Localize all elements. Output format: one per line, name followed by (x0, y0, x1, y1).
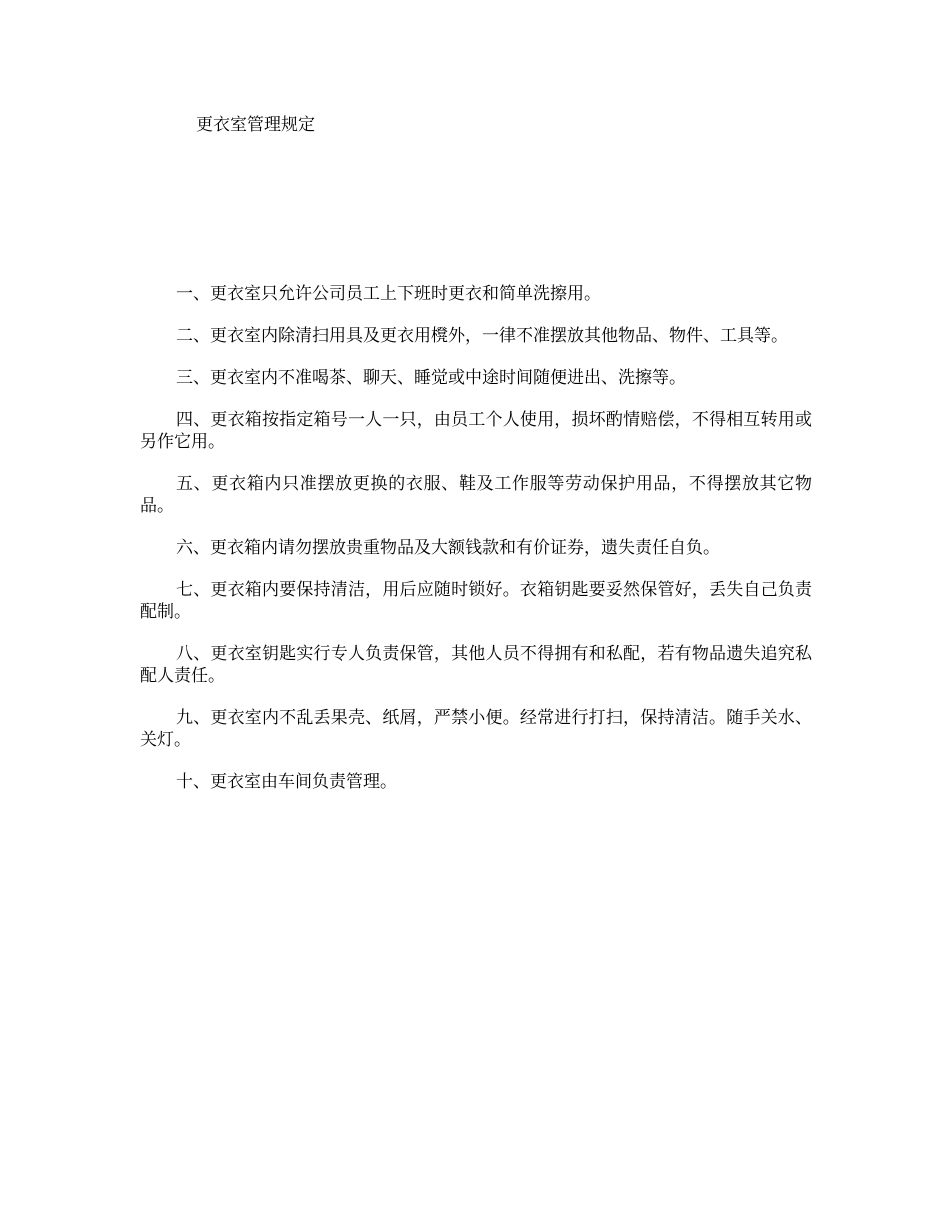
clause-9: 九、更衣室内不乱丢果壳、纸屑，严禁小便。经常进行打扫，保持清洁。随手关水、关灯。 (140, 708, 812, 750)
clause-2: 二、更衣室内除清扫用具及更衣用櫈外，一律不准摆放其他物品、物件、工具等。 (176, 326, 788, 346)
clause-6: 六、更衣箱内请勿摆放贵重物品及大额钱款和有价证券，遗失责任自负。 (176, 538, 720, 558)
clause-10: 十、更衣室由车间负责管理。 (176, 772, 397, 792)
clause-7: 七、更衣箱内要保持清洁，用后应随时锁好。衣箱钥匙要妥然保管好，丢失自己负责配制。 (140, 580, 812, 622)
clause-4: 四、更衣箱按指定箱号一人一只，由员工个人使用，损坏酌情赔偿，不得相互转用或另作它用。 (140, 410, 812, 452)
clause-list (140, 283, 812, 813)
clause-3: 三、更衣室内不准喝茶、聊天、睡觉或中途时间随便进出、洗擦等。 (176, 368, 686, 388)
document-title: 更衣室管理规定 (196, 115, 315, 135)
clause-5: 五、更衣箱内只准摆放更换的衣服、鞋及工作服等劳动保护用品，不得摆放其它物品。 (140, 474, 812, 516)
clause-8: 八、更衣室钥匙实行专人负责保管，其他人员不得拥有和私配，若有物品遗失追究私配人责任。 (140, 644, 812, 686)
clause-1: 一、更衣室只允许公司员工上下班时更衣和简单洗擦用。 (176, 284, 601, 304)
